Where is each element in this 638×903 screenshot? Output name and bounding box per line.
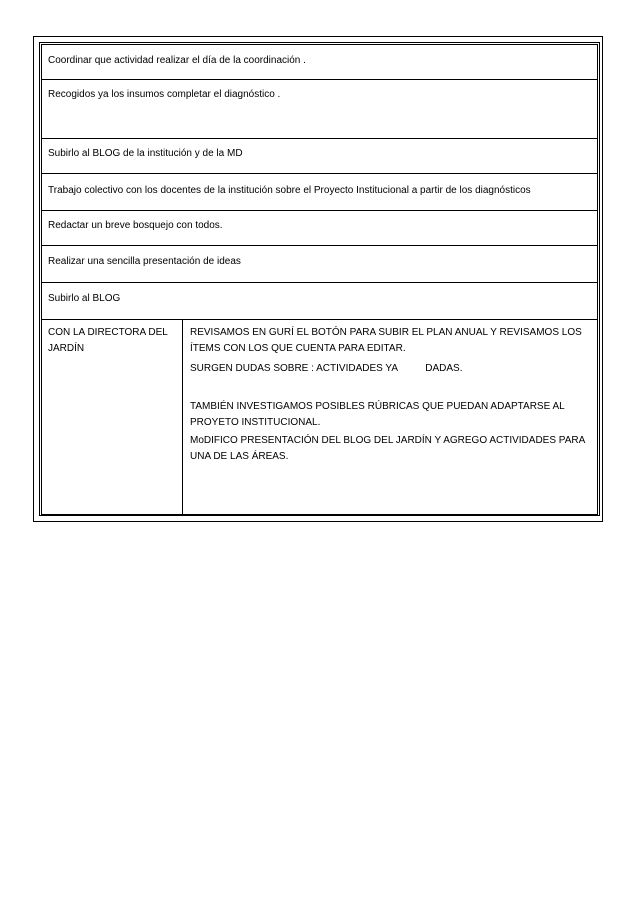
row-text: Trabajo colectivo con los docentes de la institución sobre el Proyecto Institucional a partir de los diagnósticos	[48, 185, 531, 196]
row-text: Recogidos ya los insumos completar el diagnóstico .	[48, 89, 281, 100]
paragraph: TAMBIÉN INVESTIGAMOS POSIBLES RÚBRICAS QUE PUEDAN ADAPTARSE AL PROYETO INSTITUCIONAL.	[190, 401, 568, 428]
table-row	[41, 210, 598, 246]
row-text: Coordinar que actividad realizar el día de la coordinación .	[48, 55, 306, 66]
column-divider	[182, 320, 183, 514]
right-cell	[190, 325, 602, 465]
table-row	[41, 173, 598, 211]
left-cell: CON LA DIRECTORA DEL JARDÍN	[48, 327, 168, 354]
table-row	[41, 44, 598, 80]
row-text: Subirlo al BLOG de la institución y de la MD	[48, 148, 243, 159]
split-row	[41, 319, 598, 515]
table-row	[41, 282, 598, 320]
row-text: Subirlo al BLOG	[48, 293, 121, 304]
row-text: Realizar una sencilla presentación de ideas	[48, 256, 241, 267]
table-row	[41, 245, 598, 283]
row-text: Redactar un breve bosquejo con todos.	[48, 220, 223, 231]
paragraph: MoDIFICO PRESENTACIÓN DEL BLOG DEL JARDÍN Y AGREGO ACTIVIDADES PARA UNA DE LAS ÁREAS.	[190, 435, 588, 462]
table-row	[41, 79, 598, 139]
table-row	[41, 138, 598, 174]
paragraph: REVISAMOS EN GURÍ EL BOTÓN PARA SUBIR EL PLAN ANUAL Y REVISAMOS LOS ÍTEMS CON LOS QUE CUENTA PARA EDITAR.	[190, 327, 585, 354]
paragraph: SURGEN DUDAS SOBRE : ACTIVIDADES YA DADAS.	[190, 363, 463, 374]
